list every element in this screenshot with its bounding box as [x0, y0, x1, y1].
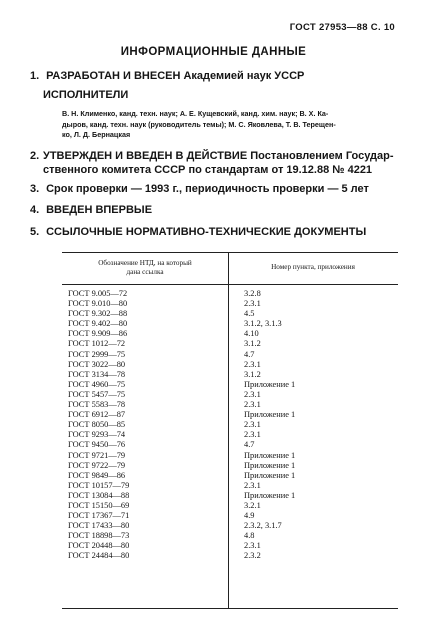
clause-number: Приложение 1: [244, 490, 296, 500]
document-designation: ГОСТ 3134—78: [68, 369, 126, 379]
table-row: [62, 370, 398, 380]
document-designation: ГОСТ 3022—80: [68, 359, 126, 369]
table-row: [62, 420, 398, 430]
document-designation: ГОСТ 9.010—80: [68, 299, 128, 309]
section-5: [30, 225, 405, 239]
document-designation: ГОСТ 4960—75: [68, 379, 126, 389]
page-header: ГОСТ 27953—88 С. 10: [289, 22, 395, 33]
page-title: ИНФОРМАЦИОННЫЕ ДАННЫЕ: [120, 46, 307, 58]
table-row: [62, 309, 398, 319]
table-row: [62, 339, 398, 349]
clause-number: 4.10: [244, 329, 259, 339]
clause-number: 2.3.1: [244, 299, 261, 309]
clause-number: Приложение 1: [244, 470, 296, 480]
table-row: [62, 461, 398, 471]
document-designation: ГОСТ 15150—69: [68, 500, 130, 510]
table-row: [62, 390, 398, 400]
document-designation: ГОСТ 9.302—88: [68, 309, 128, 319]
section-1: [30, 69, 405, 83]
document-designation: ГОСТ 6912—87: [68, 410, 126, 420]
clause-number: 2.3.1: [244, 430, 261, 440]
clause-number: 4.7: [244, 440, 255, 450]
clause-number: 2.3.2, 3.1.7: [244, 521, 282, 531]
clause-number: 3.2.1: [244, 500, 261, 510]
section-4: [30, 203, 405, 217]
document-designation: ГОСТ 9.005—72: [68, 289, 128, 298]
table-row: [62, 481, 398, 491]
clause-number: 2.3.1: [244, 400, 261, 410]
clause-number: 3.1.2: [244, 369, 261, 379]
performers-list: [62, 109, 397, 141]
column-header-line: Обозначение НТД, на который: [98, 259, 192, 267]
clause-number: 2.3.1: [244, 359, 261, 369]
document-designation: ГОСТ 24484—80: [68, 551, 130, 561]
document-designation: ГОСТ 18898—73: [68, 531, 130, 541]
clause-number: 4.7: [244, 349, 255, 359]
document-designation: ГОСТ 9.402—80: [68, 319, 128, 329]
section-number: 1.: [30, 70, 40, 82]
clause-number: 2.3.1: [244, 541, 261, 551]
section-number: 5.: [30, 226, 40, 238]
table-row: [62, 400, 398, 410]
table-row: [62, 440, 398, 450]
table-row: [62, 541, 398, 551]
reference-table: [62, 252, 398, 609]
table-row: [62, 410, 398, 420]
table-row: [62, 380, 398, 390]
document-designation: ГОСТ 9849—86: [68, 470, 126, 480]
clause-number: Приложение 1: [244, 450, 296, 460]
section-text: УТВЕРЖДЕН И ВВЕДЕН В ДЕЙСТВИЕ Постановлением Государ-: [43, 150, 394, 162]
table-body: [62, 289, 398, 562]
column-header-document: [66, 259, 224, 276]
section-2: [30, 149, 405, 177]
table-row: [62, 551, 398, 561]
document-designation: ГОСТ 9722—79: [68, 460, 126, 470]
document-designation: ГОСТ 8050—85: [68, 420, 126, 430]
document-designation: ГОСТ 2999—75: [68, 349, 126, 359]
table-row: [62, 491, 398, 501]
document-designation: ГОСТ 9.909—86: [68, 329, 128, 339]
clause-number: 2.3.2: [244, 551, 261, 561]
performers-line: В. Н. Клименко, канд. техн. наук; А. Е. Кущевский, канд. хим. наук; В. Х. Ка-: [62, 109, 329, 118]
document-designation: ГОСТ 5583—78: [68, 400, 126, 410]
table-row: [62, 299, 398, 309]
clause-number: 4.5: [244, 309, 255, 319]
table-row: [62, 521, 398, 531]
document-designation: ГОСТ 1012—72: [68, 339, 126, 349]
section-text: Срок проверки — 1993 г., периодичность проверки — 5 лет: [46, 183, 369, 195]
section-text: ВВЕДЕН ВПЕРВЫЕ: [46, 204, 153, 216]
performers-heading: ИСПОЛНИТЕЛИ: [43, 89, 129, 101]
section-number: 2.: [30, 150, 40, 162]
clause-number: Приложение 1: [244, 410, 296, 420]
table-row: [62, 350, 398, 360]
document-designation: ГОСТ 17433—80: [68, 521, 130, 531]
table-row: [62, 471, 398, 481]
document-designation: ГОСТ 9721—79: [68, 450, 126, 460]
performers-line: ко, Л. Д. Бернацкая: [62, 130, 131, 139]
table-row: [62, 319, 398, 329]
document-designation: ГОСТ 5457—75: [68, 389, 126, 399]
document-designation: ГОСТ 20448—80: [68, 541, 130, 551]
performers-line: дыров, канд. техн. наук (руководитель темы); М. С. Яковлева, Т. В. Терещен-: [62, 119, 336, 129]
document-designation: ГОСТ 17367—71: [68, 511, 130, 521]
clause-number: 3.1.2: [244, 339, 261, 349]
table-row: [62, 501, 398, 511]
clause-number: 4.9: [244, 511, 255, 521]
section-text-continued: ственного комитета СССР по стандартам от 19.12.88 № 4221: [43, 164, 373, 176]
section-number: 3.: [30, 183, 40, 195]
section-text: ССЫЛОЧНЫЕ НОРМАТИВНО-ТЕХНИЧЕСКИЕ ДОКУМЕНТЫ: [46, 226, 367, 238]
column-header-clause: Номер пункта, приложения: [271, 263, 355, 271]
clause-number: 2.3.1: [244, 420, 261, 430]
column-header-line: дана ссылка: [126, 267, 164, 276]
document-designation: ГОСТ 13084—88: [68, 490, 130, 500]
clause-number: 3.2.8: [244, 289, 261, 298]
document-designation: ГОСТ 9450—76: [68, 440, 126, 450]
table-row: [62, 451, 398, 461]
clause-number: 3.1.2, 3.1.3: [244, 319, 282, 329]
clause-number: 2.3.1: [244, 389, 261, 399]
section-3: [30, 182, 405, 196]
table-row: [62, 531, 398, 541]
clause-number: Приложение 1: [244, 460, 296, 470]
table-row: [62, 360, 398, 370]
document-designation: ГОСТ 10157—79: [68, 480, 130, 490]
table-row: [62, 430, 398, 440]
clause-number: 4.8: [244, 531, 255, 541]
clause-number: 2.3.1: [244, 480, 261, 490]
clause-number: Приложение 1: [244, 379, 296, 389]
header-divider: [62, 284, 398, 285]
section-text: РАЗРАБОТАН И ВНЕСЕН Академией наук УССР: [46, 70, 305, 82]
table-row: [62, 289, 398, 299]
table-row: [62, 329, 398, 339]
section-number: 4.: [30, 204, 40, 216]
document-designation: ГОСТ 9293—74: [68, 430, 126, 440]
table-row: [62, 511, 398, 521]
